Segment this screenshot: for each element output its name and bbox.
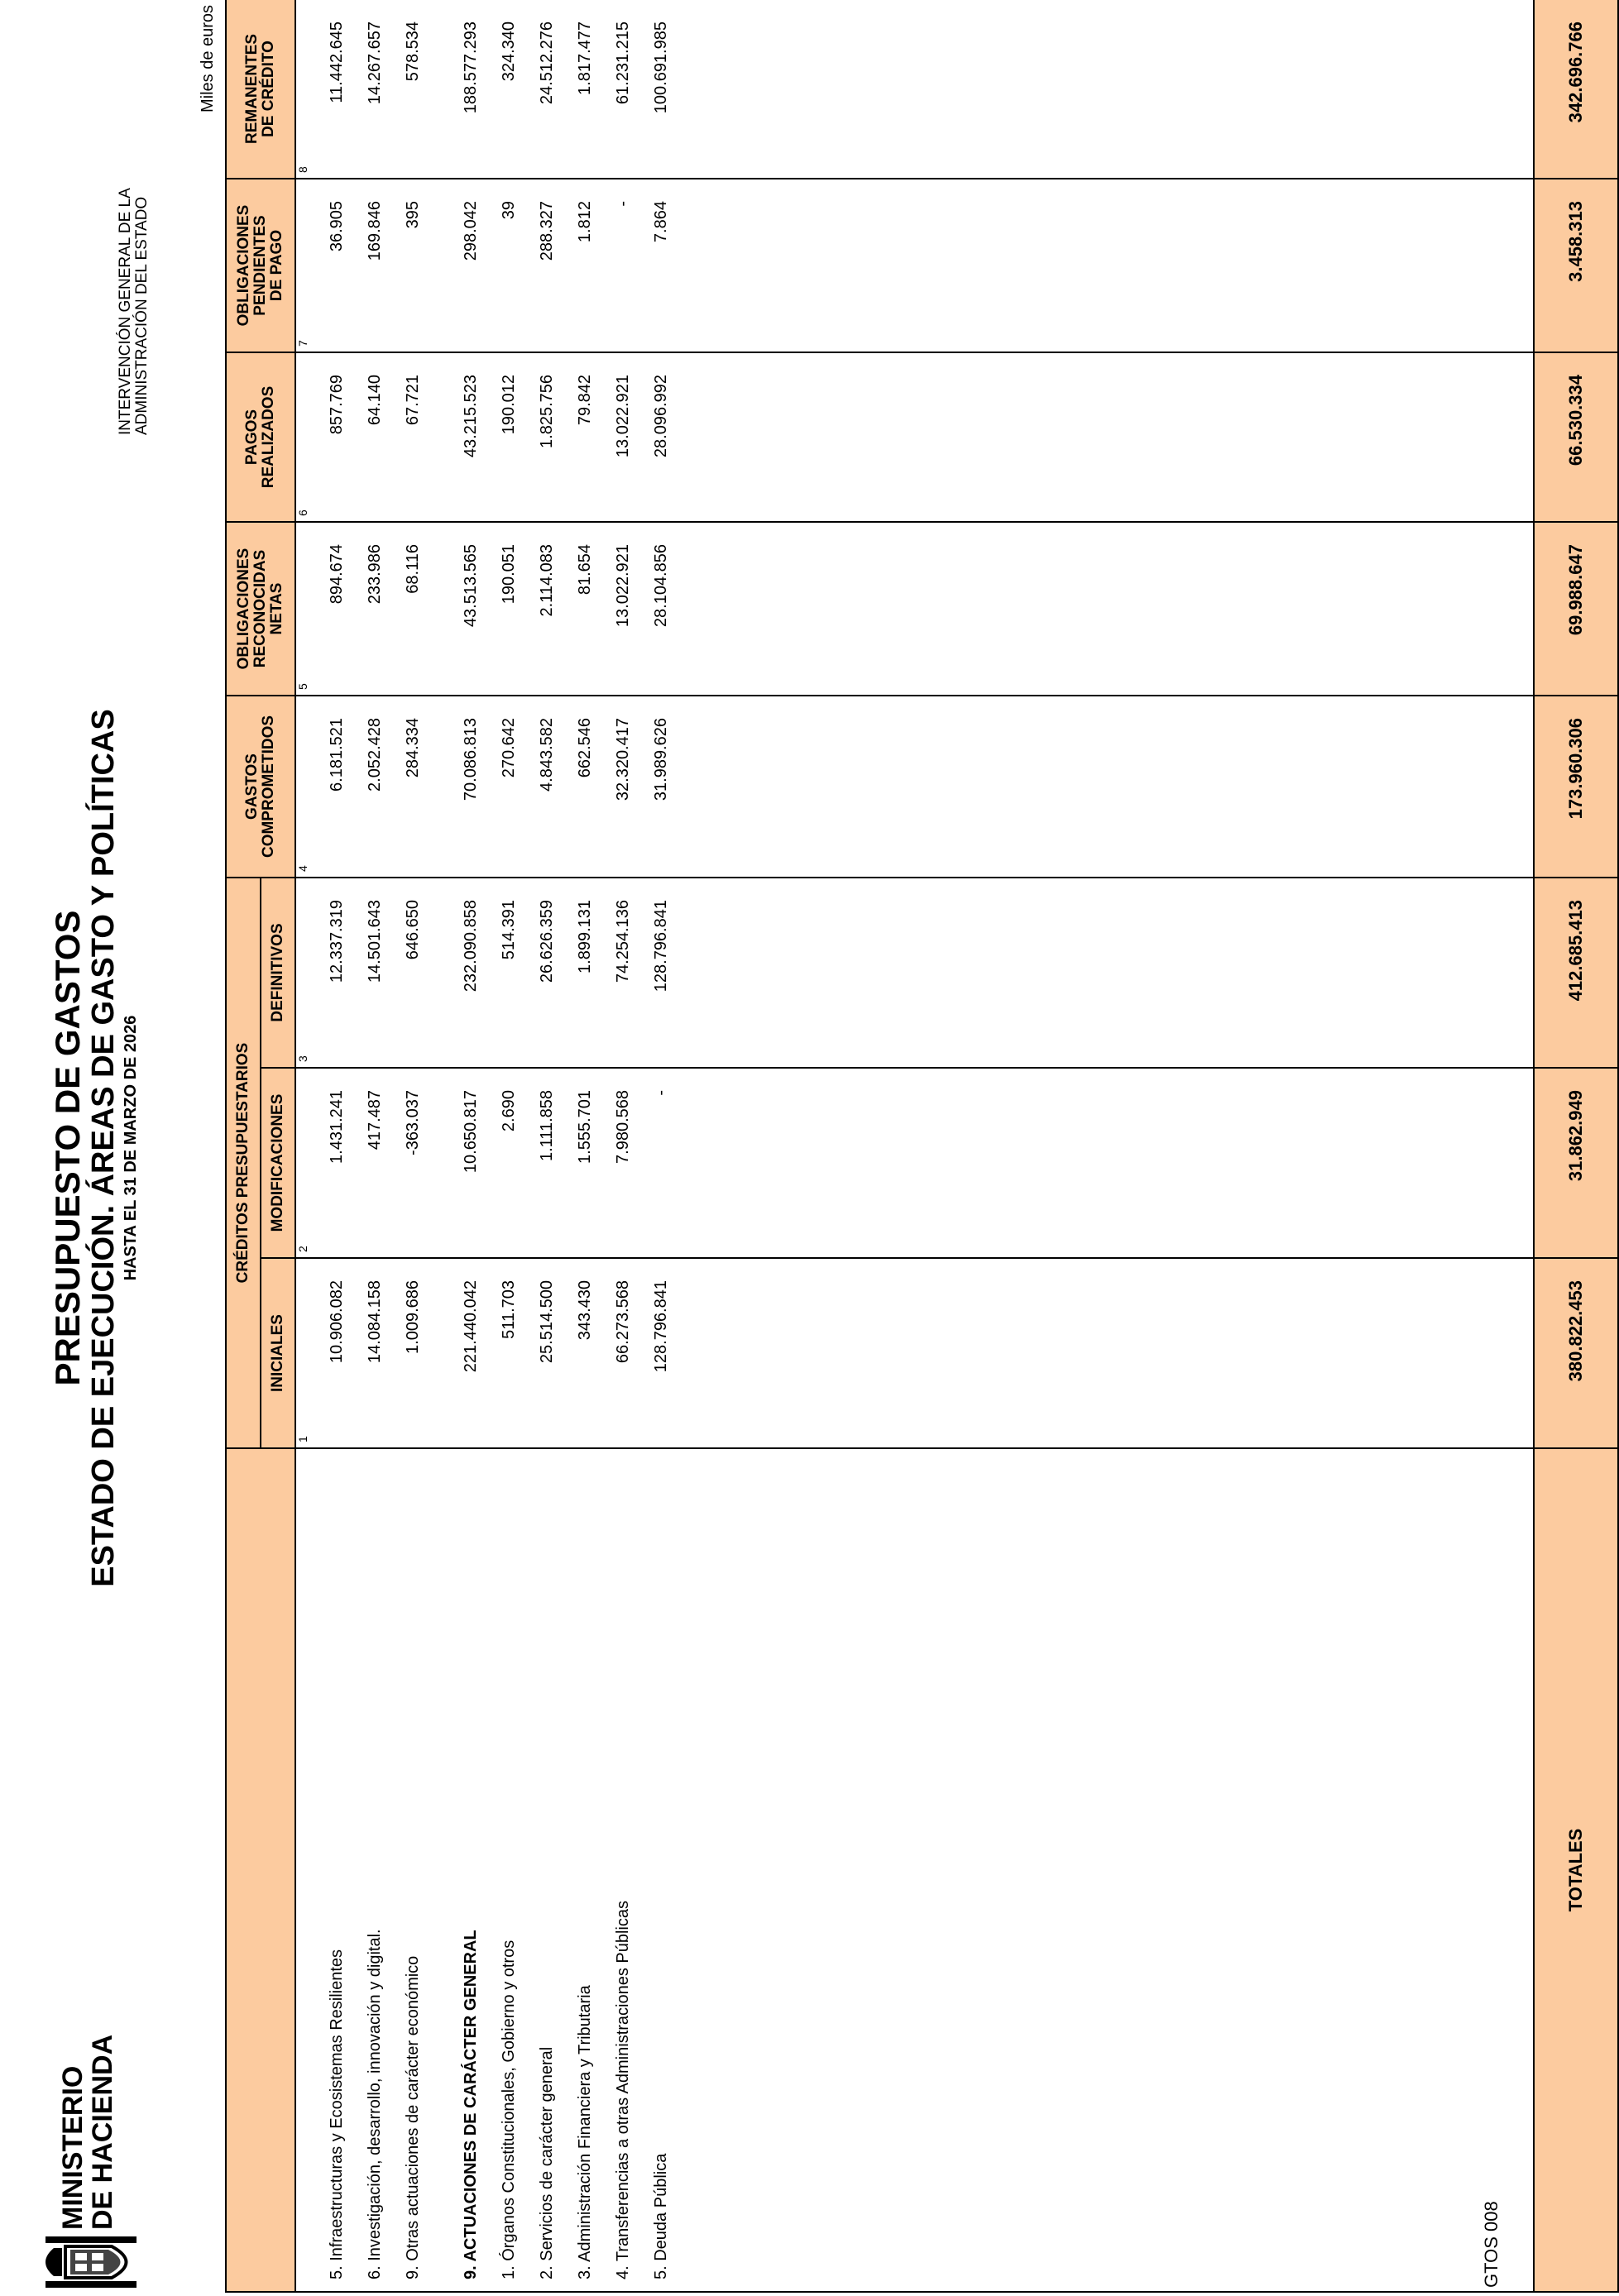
modificaciones-cell: 10.650.817	[452, 1068, 490, 1258]
pendientes-cell: 39	[490, 179, 528, 352]
table-row	[318, 0, 356, 2292]
definitivos-header: DEFINITIVOS	[261, 878, 295, 1068]
gastos-header	[226, 696, 295, 878]
iniciales-cell: 343.430	[566, 1258, 604, 1448]
pagos-cell: 43.215.523	[452, 352, 490, 522]
iniciales-cell: 221.440.042	[452, 1258, 490, 1448]
agency-name	[117, 188, 151, 435]
creditos-header: CRÉDITOS PRESUPUESTARIOS	[226, 878, 261, 1448]
gastos-cell: 662.546	[566, 696, 604, 878]
column-number: 5	[295, 522, 318, 696]
iniciales-cell: 10.906.082	[318, 1258, 356, 1448]
remanentes-cell: 61.231.215	[604, 0, 642, 179]
obligaciones-cell: 190.051	[490, 522, 528, 696]
totals-row	[1534, 0, 1618, 2292]
gastos-total: 173.960.306	[1534, 696, 1618, 878]
table-row	[642, 0, 680, 2292]
gastos-cell: 6.181.521	[318, 696, 356, 878]
agency-line-2: ADMINISTRACIÓN DEL ESTADO	[133, 196, 151, 435]
iniciales-cell: 511.703	[490, 1258, 528, 1448]
definitivos-cell: 514.391	[490, 878, 528, 1068]
iniciales-total: 380.822.453	[1534, 1258, 1618, 1448]
pagos-cell: 857.769	[318, 352, 356, 522]
row-label: 2. Servicios de carácter general	[528, 1448, 566, 2292]
definitivos-cell: 14.501.643	[356, 878, 394, 1068]
remanentes-cell: 100.691.985	[642, 0, 680, 179]
pend-header-line-1: OBLIGACIONES	[235, 204, 252, 327]
budget-table	[225, 0, 1619, 2293]
pend-header-line-3: DE PAGO	[268, 229, 285, 302]
table-row	[356, 0, 394, 2292]
units-label: Miles de euros	[199, 4, 217, 112]
remanentes-cell: 578.534	[394, 0, 432, 179]
row-label: 6. Investigación, desarrollo, innovación y digital.	[356, 1448, 394, 2292]
gastos-header-line-1: GASTOS	[243, 753, 261, 820]
modificaciones-header: MODIFICACIONES	[261, 1068, 295, 1258]
remanentes-header	[226, 0, 295, 179]
row-label: 9. Otras actuaciones de carácter económico	[394, 1448, 432, 2292]
label-column-header	[226, 1448, 295, 2292]
table-row	[566, 0, 604, 2292]
title-line-2: ESTADO DE EJECUCIÓN. ÁREAS DE GASTO Y POLÍTICAS	[86, 709, 121, 1587]
gastos-cell: 31.989.626	[642, 696, 680, 878]
gastos-cell: 32.320.417	[604, 696, 642, 878]
rem-header-line-1: REMANENTES	[243, 34, 261, 145]
remanentes-cell: 11.442.645	[318, 0, 356, 179]
obligaciones-cell: 81.654	[566, 522, 604, 696]
modificaciones-cell: 7.980.568	[604, 1068, 642, 1258]
obligaciones-cell: 28.104.856	[642, 522, 680, 696]
pendientes-cell: 395	[394, 179, 432, 352]
pagos-header	[226, 352, 295, 522]
pendientes-cell: 36.905	[318, 179, 356, 352]
modificaciones-cell: 2.690	[490, 1068, 528, 1258]
row-label: 1. Órganos Constitucionales, Gobierno y otros	[490, 1448, 528, 2292]
definitivos-cell: 1.899.131	[566, 878, 604, 1068]
pagos-cell: 28.096.992	[642, 352, 680, 522]
column-number: 7	[295, 179, 318, 352]
oblig-header-line-1: OBLIGACIONES	[235, 548, 252, 670]
obligaciones-cell: 2.114.083	[528, 522, 566, 696]
iniciales-cell: 25.514.500	[528, 1258, 566, 1448]
gastos-header-line-2: COMPROMETIDOS	[260, 715, 277, 859]
row-label: 5. Deuda Pública	[642, 1448, 680, 2292]
ministry-line-1: MINISTERIO	[57, 2065, 89, 2230]
row-label: 5. Infraestructuras y Ecosistemas Resilientes	[318, 1448, 356, 2292]
pagos-total: 66.530.334	[1534, 352, 1618, 522]
pagos-header-line-2: REALIZADOS	[260, 385, 277, 489]
modificaciones-cell: 1.431.241	[318, 1068, 356, 1258]
pendientes-cell: -	[604, 179, 642, 352]
remanentes-cell: 324.340	[490, 0, 528, 179]
column-number: 4	[295, 696, 318, 878]
column-number: 6	[295, 352, 318, 522]
ministry-line-2: DE HACIENDA	[87, 2034, 118, 2230]
pendientes-cell: 1.812	[566, 179, 604, 352]
table-row	[490, 0, 528, 2292]
modificaciones-total: 31.862.949	[1534, 1068, 1618, 1258]
row-label: 3. Administración Financiera y Tributaria	[566, 1448, 604, 2292]
definitivos-cell: 232.090.858	[452, 878, 490, 1068]
modificaciones-cell: 417.487	[356, 1068, 394, 1258]
pagos-cell: 79.842	[566, 352, 604, 522]
filler-row	[680, 0, 1534, 2292]
pendientes-header	[226, 179, 295, 352]
iniciales-header: INICIALES	[261, 1258, 295, 1448]
pagos-header-line-1: PAGOS	[243, 409, 261, 466]
rem-header-line-2: DE CRÉDITO	[260, 41, 277, 137]
pendientes-cell: 288.327	[528, 179, 566, 352]
remanentes-cell: 1.817.477	[566, 0, 604, 179]
pendientes-cell: 7.864	[642, 179, 680, 352]
gastos-cell: 2.052.428	[356, 696, 394, 878]
modificaciones-cell: -363.037	[394, 1068, 432, 1258]
oblig-header-line-2: RECONOCIDAS	[251, 549, 269, 668]
iniciales-cell: 14.084.158	[356, 1258, 394, 1448]
obligaciones-total: 69.988.647	[1534, 522, 1618, 696]
obligaciones-cell: 43.513.565	[452, 522, 490, 696]
pendientes-cell: 298.042	[452, 179, 490, 352]
title-line-3: HASTA EL 31 DE MARZO DE 2026	[122, 1015, 140, 1281]
remanentes-cell: 188.577.293	[452, 0, 490, 179]
title-line-1: PRESUPUESTO DE GASTOS	[48, 910, 87, 1386]
spacer-row	[432, 0, 452, 2292]
column-number: 2	[295, 1068, 318, 1258]
pagos-cell: 1.825.756	[528, 352, 566, 522]
definitivos-cell: 74.254.136	[604, 878, 642, 1068]
obligaciones-cell: 13.022.921	[604, 522, 642, 696]
pagos-cell: 64.140	[356, 352, 394, 522]
row-label: 4. Transferencias a otras Administraciones Públicas	[604, 1448, 642, 2292]
gastos-cell: 70.086.813	[452, 696, 490, 878]
agency-line-1: INTERVENCIÓN GENERAL DE LA	[117, 188, 134, 435]
pendientes-cell: 169.846	[356, 179, 394, 352]
definitivos-total: 412.685.413	[1534, 878, 1618, 1068]
obligaciones-cell: 68.116	[394, 522, 432, 696]
table-row	[528, 0, 566, 2292]
column-number-blank	[295, 1448, 318, 2292]
iniciales-cell: 128.796.841	[642, 1258, 680, 1448]
modificaciones-cell: 1.555.701	[566, 1068, 604, 1258]
remanentes-cell: 14.267.657	[356, 0, 394, 179]
definitivos-cell: 128.796.841	[642, 878, 680, 1068]
section-label: 9. ACTUACIONES DE CARÁCTER GENERAL	[452, 1448, 490, 2292]
obligaciones-cell: 894.674	[318, 522, 356, 696]
definitivos-cell: 646.650	[394, 878, 432, 1068]
column-number-row	[295, 0, 318, 2292]
pagos-cell: 190.012	[490, 352, 528, 522]
pagos-cell: 67.721	[394, 352, 432, 522]
definitivos-cell: 26.626.359	[528, 878, 566, 1068]
modificaciones-cell: 1.111.858	[528, 1068, 566, 1258]
table-row	[604, 0, 642, 2292]
obligaciones-header	[226, 522, 295, 696]
section-row	[452, 0, 490, 2292]
gastos-cell: 284.334	[394, 696, 432, 878]
iniciales-cell: 66.273.568	[604, 1258, 642, 1448]
remanentes-total: 342.696.766	[1534, 0, 1618, 179]
oblig-header-line-3: NETAS	[268, 582, 285, 635]
gastos-cell: 4.843.582	[528, 696, 566, 878]
column-number: 8	[295, 0, 318, 179]
remanentes-cell: 24.512.276	[528, 0, 566, 179]
gastos-cell: 270.642	[490, 696, 528, 878]
modificaciones-cell: -	[642, 1068, 680, 1258]
pagos-cell: 13.022.921	[604, 352, 642, 522]
column-number: 1	[295, 1258, 318, 1448]
obligaciones-cell: 233.986	[356, 522, 394, 696]
table-row	[394, 0, 432, 2292]
iniciales-cell: 1.009.686	[394, 1258, 432, 1448]
page-code: GTOS 008	[1481, 2201, 1502, 2288]
definitivos-cell: 12.337.319	[318, 878, 356, 1068]
pend-header-line-2: PENDIENTES	[251, 215, 269, 316]
pendientes-total: 3.458.313	[1534, 179, 1618, 352]
totals-label: TOTALES	[1534, 1448, 1618, 2292]
column-number: 3	[295, 878, 318, 1068]
